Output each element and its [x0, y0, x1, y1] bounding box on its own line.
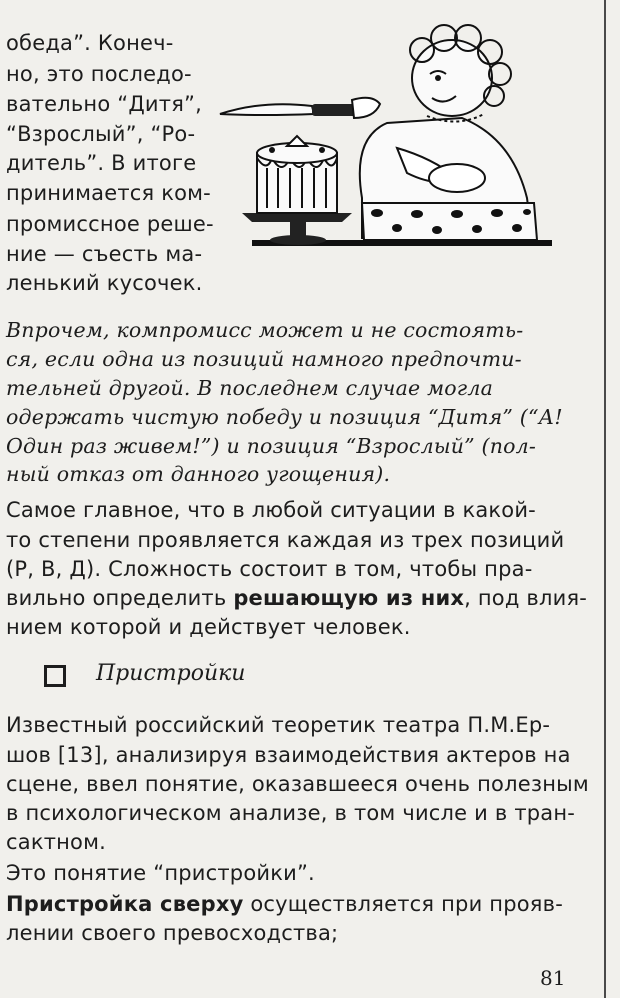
text-line: вательно “Дитя”,: [6, 92, 203, 116]
text-line: обеда”. Конеч-: [6, 31, 174, 55]
italic-text-line: одержать чистую победу и позиция “Дитя” (“А!: [6, 405, 563, 429]
text-line: Это понятие “пристройки”.: [6, 861, 315, 885]
text-fragment: осуществляется при прояв-: [243, 892, 563, 916]
text-line: сцене, ввел понятие, оказавшееся очень полезным: [6, 772, 589, 796]
woman-cutting-cake-illustration: [212, 8, 564, 258]
text-line: но, это последо-: [6, 62, 192, 86]
text-line: в психологическом анализе, в том числе и в тран-: [6, 801, 576, 825]
text-line: Самое главное, что в любой ситуации в какой-: [6, 498, 536, 522]
bold-term: решающую из них: [233, 586, 465, 610]
italic-text-line: тельней другой. В последнем случае могла: [6, 376, 494, 400]
text-line: нием которой и действует человек.: [6, 615, 411, 639]
page-number: 81: [540, 966, 566, 990]
text-line: (Р, В, Д). Сложность состоит в том, чтобы пра-: [6, 557, 533, 581]
text-line: шов [13], анализируя взаимодействия актеров на: [6, 743, 571, 767]
section-heading: Пристройки: [96, 661, 246, 686]
text-fragment: , под влия-: [464, 586, 588, 610]
text-line: ленький кусочек.: [6, 271, 203, 295]
text-line: принимается ком-: [6, 181, 211, 205]
italic-text-line: Впрочем, компромисс может и не состоять-: [6, 318, 524, 342]
section-checkbox-icon: [44, 665, 66, 687]
italic-text-line: ся, если одна из позиций намного предпочти-: [6, 347, 522, 371]
text-line: ние — съесть ма-: [6, 242, 203, 266]
page-edge-rule: [604, 0, 606, 998]
text-line: то степени проявляется каждая из трех позиций: [6, 528, 565, 552]
text-line: дитель”. В итоге: [6, 151, 197, 175]
text-line: сактном.: [6, 830, 107, 854]
text-line: промиссное реше-: [6, 212, 214, 236]
bold-term: Пристройка сверху: [6, 892, 244, 916]
text-line: “Взрослый”, “Ро-: [6, 122, 196, 146]
text-line: лении своего превосходства;: [6, 921, 339, 945]
text-fragment: вильно определить: [6, 586, 234, 610]
text-line: Известный российский теоретик театра П.М.Ер-: [6, 713, 551, 737]
italic-text-line: ный отказ от данного угощения).: [6, 462, 391, 486]
text-line: [6, 891, 563, 917]
text-line: [6, 585, 587, 611]
italic-text-line: Один раз живем!”) и позиция “Взрослый” (пол-: [6, 434, 537, 458]
